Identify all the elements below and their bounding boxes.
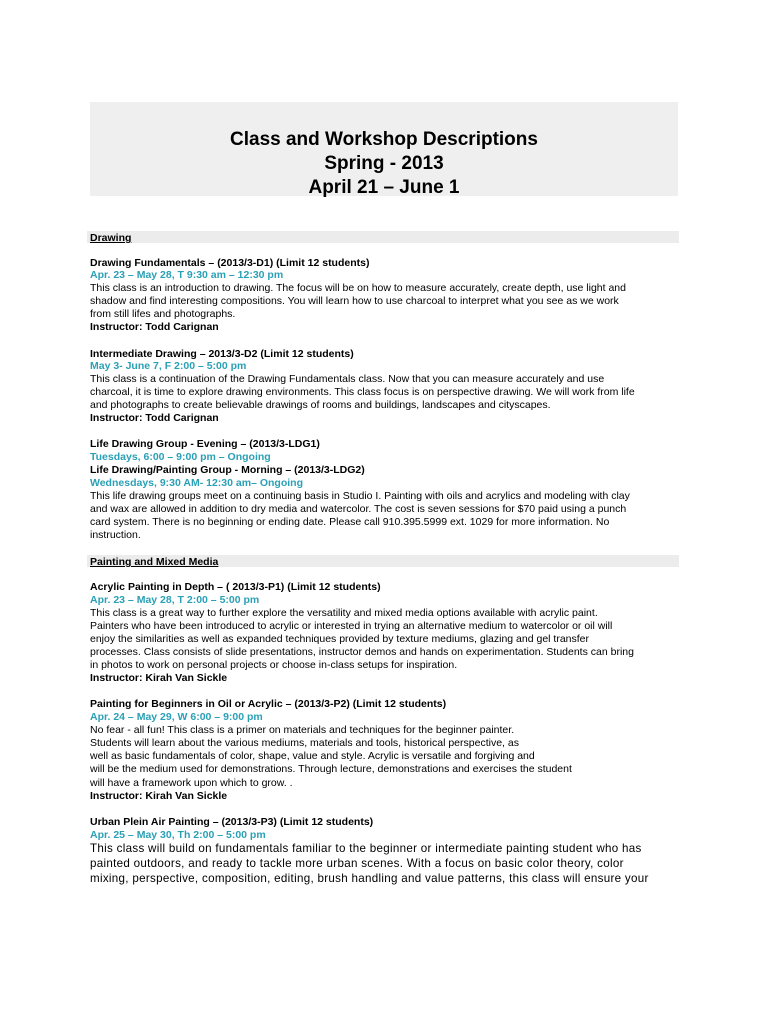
course-instructor-d1: Instructor: Todd Carignan — [90, 321, 219, 333]
course-desc-line: from still lifes and photographs. — [90, 308, 236, 320]
course-desc-line: in photos to work on personal projects or choose in-class setups for inspiration. — [90, 659, 458, 671]
course-date-ldg2: Wednesdays, 9:30 AM- 12:30 am– Ongoing — [90, 477, 303, 489]
course-desc-line: well as basic fundamentals of color, shape, value and style. Acrylic is versatile and forgiving and — [90, 750, 535, 762]
course-instructor-p1: Instructor: Kirah Van Sickle — [90, 672, 228, 684]
course-desc-line: enjoy the similarities as well as expanded techniques provided by texture mediums, glazing and gel transfer — [90, 633, 590, 645]
document-title: Class and Workshop Descriptions — [230, 129, 538, 150]
course-desc-line: No fear - all fun! This class is a primer on materials and techniques for the beginner painter. — [90, 724, 515, 736]
course-desc-line: This class is a continuation of the Drawing Fundamentals class. Now that you can measure accurately and use — [90, 373, 605, 385]
course-date-p1: Apr. 23 – May 28, T 2:00 – 5:00 pm — [90, 594, 260, 606]
course-desc-line: will be the medium used for demonstrations. Through lecture, demonstrations and exercises the student — [90, 763, 572, 775]
course-desc-line: charcoal, it is time to explore drawing environments. This class focus is on perspective drawing. We will work from life — [90, 386, 635, 398]
course-desc-line: painted outdoors, and ready to tackle more urban scenes. With a focus on basic color theory, color — [90, 857, 624, 870]
course-title-ldg1: Life Drawing Group - Evening – (2013/3-LDG1) — [90, 438, 320, 450]
course-date-d1: Apr. 23 – May 28, T 9:30 am – 12:30 pm — [90, 269, 284, 281]
course-desc-line: mixing, perspective, composition, editing, brush handling and value patterns, this class will ensure your — [90, 872, 649, 885]
course-date-ldg1: Tuesdays, 6:00 – 9:00 pm – Ongoing — [90, 451, 271, 463]
course-date-p3: Apr. 25 – May 30, Th 2:00 – 5:00 pm — [90, 829, 266, 841]
course-title-d1: Drawing Fundamentals – (2013/3-D1) (Limit 12 students) — [90, 257, 370, 269]
course-desc-line: Painters who have been introduced to acrylic or interested in trying an alternative medium to watercolor or oil will — [90, 620, 613, 632]
course-date-p2: Apr. 24 – May 29, W 6:00 – 9:00 pm — [90, 711, 263, 723]
course-title-p1: Acrylic Painting in Depth – ( 2013/3-P1) (Limit 12 students) — [90, 581, 381, 593]
course-desc-line: instruction. — [90, 529, 141, 541]
course-instructor-d2: Instructor: Todd Carignan — [90, 412, 219, 424]
document-season: Spring - 2013 — [324, 153, 444, 174]
course-title-ldg2: Life Drawing/Painting Group - Morning – (2013/3-LDG2) — [90, 464, 365, 476]
section-bar-drawing — [87, 231, 679, 243]
course-desc-line: and photographs to create believable drawings of rooms and buildings, landscapes and cityscapes. — [90, 399, 551, 411]
course-desc-line: and wax are allowed in addition to dry media and watercolor. The cost is seven sessions for $70 paid using a punch — [90, 503, 627, 515]
course-title-d2: Intermediate Drawing – 2013/3-D2 (Limit 12 students) — [90, 348, 354, 360]
course-instructor-p2: Instructor: Kirah Van Sickle — [90, 790, 228, 802]
section-title-drawing: Drawing — [90, 232, 132, 244]
course-title-p3: Urban Plein Air Painting – (2013/3-P3) (Limit 12 students) — [90, 816, 374, 828]
course-title-p2: Painting for Beginners in Oil or Acrylic – (2013/3-P2) (Limit 12 students) — [90, 698, 447, 710]
course-desc-line: This class is an introduction to drawing. The focus will be on how to measure accurately, create depth, use light and — [90, 282, 626, 294]
document-dates: April 21 – June 1 — [308, 177, 460, 198]
course-desc-line: Students will learn about the various mediums, materials and tools, historical perspective, as — [90, 737, 519, 749]
course-desc-line: processes. Class consists of slide presentations, instructor demos and hands on experimentation. Students can bring — [90, 646, 634, 658]
section-title-painting: Painting and Mixed Media — [90, 556, 219, 568]
course-desc-line: This life drawing groups meet on a continuing basis in Studio I. Painting with oils and acrylics and modeling with clay — [90, 490, 630, 502]
course-desc-line: shadow and find interesting compositions. You will learn how to use charcoal to interpret what you see as we work — [90, 295, 619, 307]
course-desc-line: This class is a great way to further explore the versatility and mixed media options available with acrylic paint. — [90, 607, 598, 619]
course-desc-line: will have a framework upon which to grow. . — [90, 777, 293, 789]
course-desc-line: This class will build on fundamentals familiar to the beginner or intermediate painting student who has — [90, 842, 642, 855]
course-date-d2: May 3- June 7, F 2:00 – 5:00 pm — [90, 360, 247, 372]
course-desc-line: card system. There is no beginning or ending date. Please call 910.395.5999 ext. 1029 for more information. No — [90, 516, 610, 528]
